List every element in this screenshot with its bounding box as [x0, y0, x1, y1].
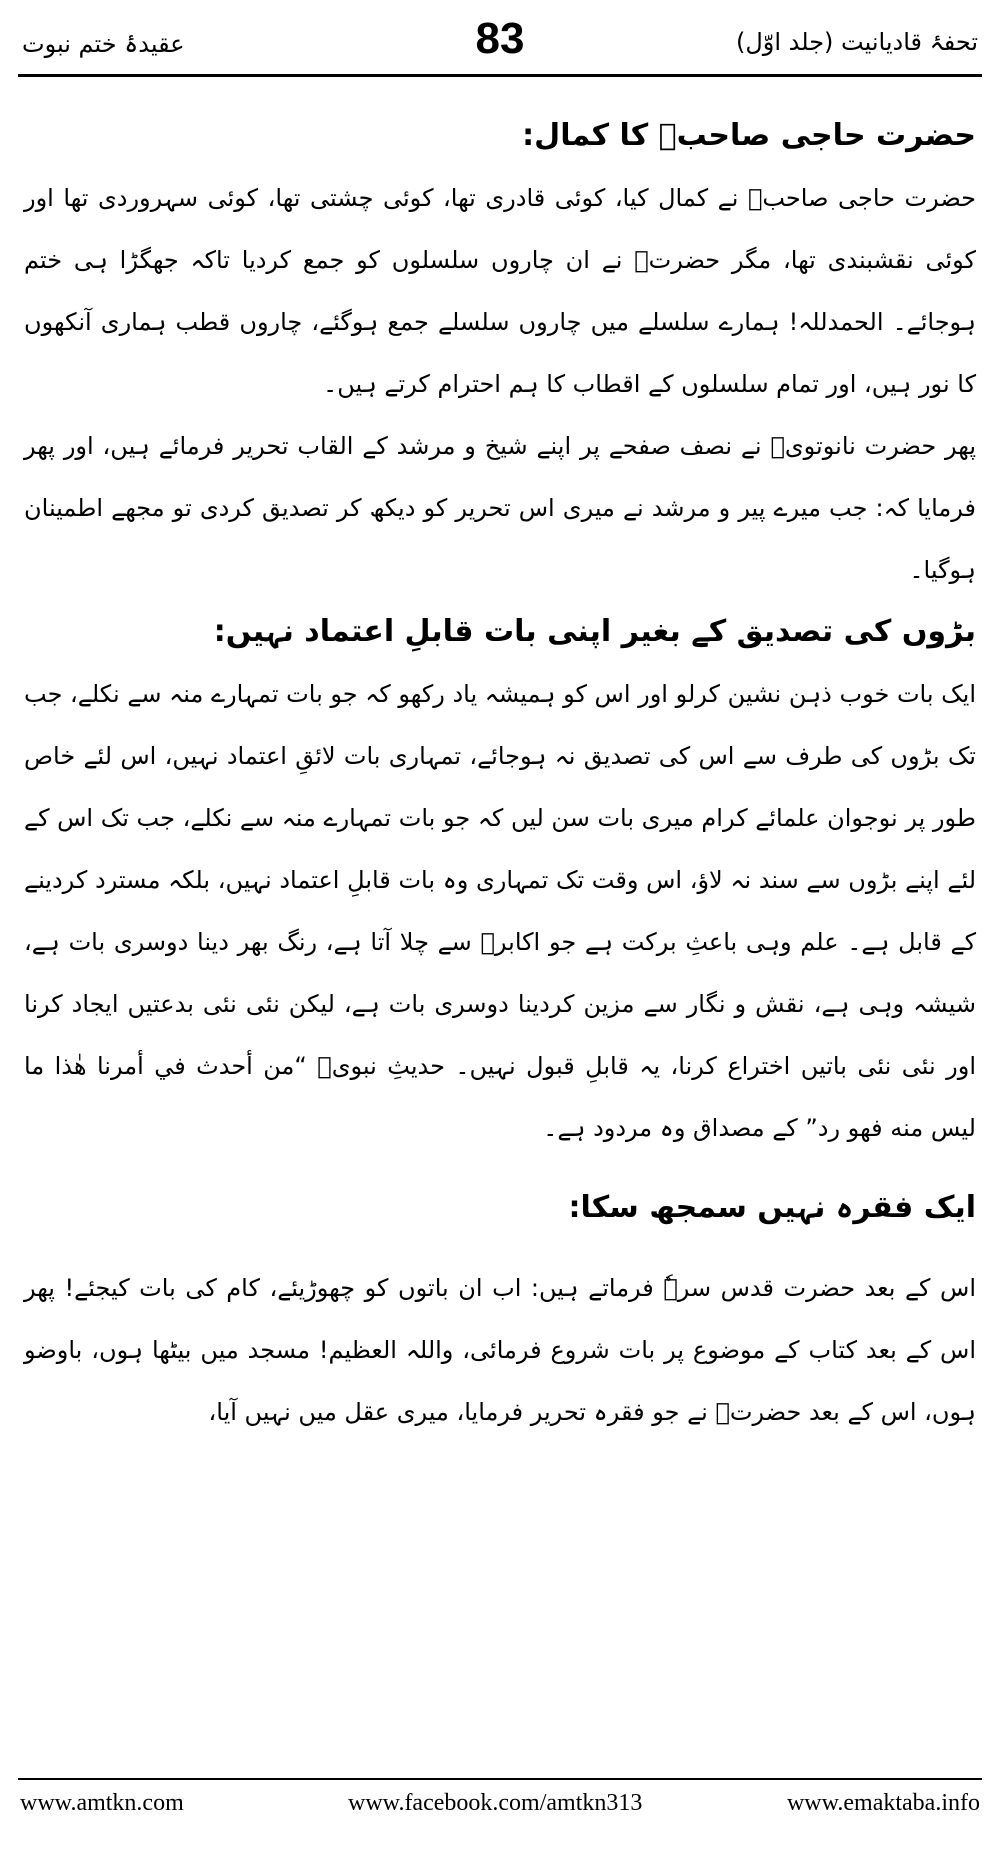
paragraph-elders-verification: ایک بات خوب ذہن نشین کرلو اور اس کو ہمیشہ یاد رکھو کہ جو بات تمہارے منہ سے نکلے، جب تک بڑوں کی طرف سے اس کی تصدیق نہ ہوجائے، تمہاری بات لائقِ اعتماد نہیں، اس لئے خاص طور پر نوجوان علمائے کرام میری بات سن لیں کہ جو بات تمہارے منہ سے نکلے، جب تک اس کے لئے اپنے بڑوں سے سند نہ لاؤ، اس وقت تک تمہاری وہ بات قابلِ اعتماد نہیں، بلکہ مسترد کردینے کے قابل ہے۔ علم وہی باعثِ برکت ہے جو اکابرؒ سے چلا آتا ہے، رنگ بھر دینا دوسری بات ہے، شیشہ وہی ہے، نقش و نگار سے مزین کردینا دوسری بات ہے، لیکن نئی نئی بدعتیں ایجاد کرنا اور نئی نئی باتیں اختراع کرنا، یہ قابلِ قبول نہیں۔ حدیثِ نبویؐ “من أحدث في أمرنا هٰذا ما ليس منه فهو رد” کے مصداق وہ مردود ہے۔	[24, 680, 977, 1142]
footer-link-amtkn[interactable]: www.amtkn.com	[20, 1790, 184, 1816]
heading-one-sentence: ایک فقرہ نہیں سمجھ سکا:	[568, 1190, 976, 1225]
heading-haji-sahib-kamal: حضرت حاجی صاحبؒ کا کمال:	[522, 118, 976, 153]
section-gap	[22, 1159, 978, 1177]
heading-elders-verification: بڑوں کی تصدیق کے بغیر اپنی بات قابلِ اعتماد نہیں:	[213, 614, 976, 649]
paragraph-one-sentence: اس کے بعد حضرت قدس سرہٗ فرماتے ہیں: اب ان باتوں کو چھوڑیئے، کام کی بات کیجئے! پھر اس کے بعد کتاب کے موضوع پر بات شروع فرمائی، واللہ العظیم! مسجد میں بیٹھا ہوں، باوضو ہوں، اس کے بعد حضرتؒ نے جو فقرہ تحریر فرمایا، میری عقل میں نہیں آیا،	[24, 1274, 976, 1426]
section-gap	[22, 1239, 978, 1257]
book-title: تحفۂ قادیانیت (جلد اوّل)	[735, 28, 978, 56]
footer-link-facebook[interactable]: www.facebook.com/amtkn313	[348, 1790, 643, 1816]
page-body	[22, 105, 978, 1760]
page-number: 83	[475, 14, 525, 63]
paragraph-haji-sahib-1: حضرت حاجی صاحبؒ نے کمال کیا، کوئی قادری تھا، کوئی چشتی تھا، کوئی سہروردی تھا اور کوئی نقشبندی تھا، مگر حضرتؒ نے ان چاروں سلسلوں کو جمع کردیا تاکہ جھگڑا ہی ختم ہوجائے۔ الحمدللہ! ہمارے سلسلے میں چاروں سلسلے جمع ہوگئے، چاروں قطب ہماری آنکھوں کا نور ہیں، اور تمام سلسلوں کے اقطاب کا ہم احترام کرتے ہیں۔	[24, 184, 976, 398]
paragraph-haji-sahib-2: پھر حضرت نانوتویؒ نے نصف صفحے پر اپنے شیخ و مرشد کے القاب تحریر فرمائے ہیں، اور پھر فرمایا کہ: جب میرے پیر و مرشد نے میری اس تحریر کو دیکھ کر تصدیق کردی تو مجھے اطمینان ہوگیا۔	[24, 432, 976, 584]
footer-link-emaktaba[interactable]: www.emaktaba.info	[786, 1790, 980, 1816]
page-header	[18, 8, 982, 77]
section-title: عقیدۂ ختم نبوت	[22, 30, 185, 58]
page-footer	[18, 1778, 982, 1830]
